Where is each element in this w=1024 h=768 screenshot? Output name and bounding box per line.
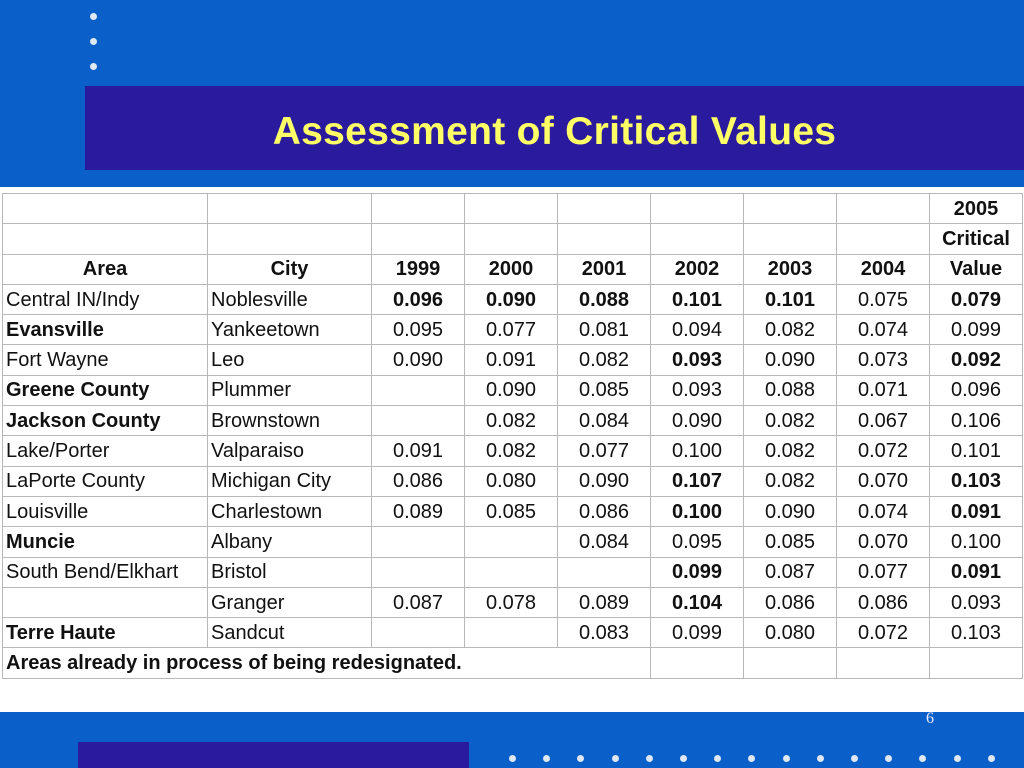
header-cell: 2004 [837,254,930,284]
header-cell: 2005 [930,194,1023,224]
area-cell: South Bend/Elkhart [3,557,208,587]
value-cell: 0.091 [930,557,1023,587]
header-cell: 2002 [651,254,744,284]
decorative-dot [851,755,858,762]
value-cell: 0.081 [558,315,651,345]
header-cell: 1999 [372,254,465,284]
header-cell: City [208,254,372,284]
header-cell [651,194,744,224]
header-row-top [3,194,1023,224]
value-cell [465,618,558,648]
empty-cell [837,648,930,678]
value-cell: 0.087 [372,587,465,617]
decorative-dot [919,755,926,762]
header-cell: Area [3,254,208,284]
table-row [3,527,1023,557]
value-cell: 0.075 [837,284,930,314]
table-row [3,557,1023,587]
footer-bar [78,742,469,768]
value-cell: 0.103 [930,618,1023,648]
table-row [3,436,1023,466]
critical-values-table [2,193,1023,679]
value-cell [558,557,651,587]
value-cell: 0.085 [558,375,651,405]
decorative-dot [783,755,790,762]
value-cell [465,557,558,587]
value-cell: 0.099 [651,618,744,648]
value-cell: 0.090 [558,466,651,496]
value-cell: 0.082 [558,345,651,375]
city-cell: Leo [208,345,372,375]
header-cell: Critical [930,224,1023,254]
value-cell: 0.093 [651,345,744,375]
header-cell [744,194,837,224]
value-cell: 0.085 [744,527,837,557]
header-cell [3,194,208,224]
city-cell: Brownstown [208,406,372,436]
table-row [3,496,1023,526]
value-cell: 0.099 [930,315,1023,345]
area-cell: Louisville [3,496,208,526]
table-row [3,466,1023,496]
value-cell [372,375,465,405]
header-cell [465,224,558,254]
value-cell: 0.086 [372,466,465,496]
header-cell [558,224,651,254]
value-cell: 0.067 [837,406,930,436]
decorative-dot [988,755,995,762]
area-cell: LaPorte County [3,466,208,496]
table-row [3,284,1023,314]
spreadsheet-area [0,187,1024,712]
value-cell: 0.090 [744,496,837,526]
empty-cell [651,648,744,678]
value-cell: 0.082 [744,436,837,466]
value-cell: 0.101 [744,284,837,314]
empty-cell [930,648,1023,678]
decorative-dot [748,755,755,762]
decorative-dot [714,755,721,762]
value-cell: 0.091 [465,345,558,375]
value-cell: 0.070 [837,466,930,496]
value-cell: 0.082 [744,466,837,496]
header-cell [744,224,837,254]
value-cell: 0.072 [837,436,930,466]
slide-title: Assessment of Critical Values [272,110,837,153]
value-cell: 0.090 [651,406,744,436]
table-row [3,587,1023,617]
value-cell: 0.103 [930,466,1023,496]
value-cell: 0.085 [465,496,558,526]
header-cell [837,194,930,224]
value-cell: 0.078 [465,587,558,617]
table-row [3,375,1023,405]
value-cell: 0.104 [651,587,744,617]
value-cell: 0.080 [465,466,558,496]
decorative-dot [646,755,653,762]
value-cell: 0.087 [744,557,837,587]
value-cell: 0.082 [744,315,837,345]
value-cell: 0.093 [930,587,1023,617]
decorative-dot [90,38,97,45]
value-cell [372,527,465,557]
value-cell: 0.092 [930,345,1023,375]
value-cell [372,406,465,436]
header-cell [372,194,465,224]
area-cell [3,587,208,617]
value-cell: 0.106 [930,406,1023,436]
city-cell: Yankeetown [208,315,372,345]
value-cell: 0.095 [372,315,465,345]
table-row [3,618,1023,648]
city-cell: Plummer [208,375,372,405]
header-cell: 2003 [744,254,837,284]
city-cell: Sandcut [208,618,372,648]
page-number: 6 [926,710,934,727]
decorative-dot [543,755,550,762]
value-cell: 0.095 [651,527,744,557]
value-cell [372,557,465,587]
city-cell: Michigan City [208,466,372,496]
value-cell: 0.088 [744,375,837,405]
city-cell: Charlestown [208,496,372,526]
value-cell: 0.091 [372,436,465,466]
area-cell: Muncie [3,527,208,557]
value-cell: 0.093 [651,375,744,405]
decorative-dot [885,755,892,762]
area-cell: Central IN/Indy [3,284,208,314]
header-row-mid [3,224,1023,254]
value-cell: 0.072 [837,618,930,648]
decorative-dot [509,755,516,762]
value-cell: 0.099 [651,557,744,587]
header-cell [651,224,744,254]
value-cell: 0.077 [558,436,651,466]
decorative-dot [90,63,97,70]
value-cell: 0.084 [558,406,651,436]
value-cell: 0.080 [744,618,837,648]
value-cell: 0.107 [651,466,744,496]
title-bar [85,86,1024,170]
city-cell: Albany [208,527,372,557]
city-cell: Bristol [208,557,372,587]
value-cell: 0.073 [837,345,930,375]
value-cell: 0.070 [837,527,930,557]
value-cell: 0.090 [744,345,837,375]
empty-cell [744,648,837,678]
value-cell [372,618,465,648]
value-cell: 0.089 [558,587,651,617]
value-cell: 0.096 [930,375,1023,405]
city-cell: Noblesville [208,284,372,314]
header-cell [465,194,558,224]
value-cell: 0.082 [744,406,837,436]
city-cell: Granger [208,587,372,617]
value-cell: 0.090 [465,375,558,405]
decorative-dot [680,755,687,762]
value-cell: 0.086 [837,587,930,617]
value-cell: 0.100 [930,527,1023,557]
header-cell: Value [930,254,1023,284]
value-cell: 0.089 [372,496,465,526]
value-cell: 0.090 [372,345,465,375]
value-cell: 0.091 [930,496,1023,526]
value-cell: 0.086 [744,587,837,617]
value-cell [465,527,558,557]
header-cell [837,224,930,254]
value-cell: 0.096 [372,284,465,314]
value-cell: 0.071 [837,375,930,405]
value-cell: 0.101 [930,436,1023,466]
table-row [3,315,1023,345]
value-cell: 0.090 [465,284,558,314]
value-cell: 0.100 [651,496,744,526]
area-cell: Terre Haute [3,618,208,648]
value-cell: 0.082 [465,436,558,466]
decorative-dot [612,755,619,762]
value-cell: 0.074 [837,496,930,526]
value-cell: 0.082 [465,406,558,436]
value-cell: 0.101 [651,284,744,314]
header-cell: 2000 [465,254,558,284]
area-cell: Fort Wayne [3,345,208,375]
decorative-dot [577,755,584,762]
header-cell [3,224,208,254]
table-row [3,345,1023,375]
value-cell: 0.083 [558,618,651,648]
value-cell: 0.079 [930,284,1023,314]
footnote-row [3,648,1023,678]
value-cell: 0.088 [558,284,651,314]
area-cell: Evansville [3,315,208,345]
header-cell [208,224,372,254]
table-row [3,406,1023,436]
value-cell: 0.100 [651,436,744,466]
header-cell [372,224,465,254]
value-cell: 0.094 [651,315,744,345]
decorative-dot [90,13,97,20]
header-row-bottom [3,254,1023,284]
city-cell: Valparaiso [208,436,372,466]
decorative-dot [954,755,961,762]
value-cell: 0.077 [837,557,930,587]
area-cell: Jackson County [3,406,208,436]
area-cell: Greene County [3,375,208,405]
footnote-text: Areas already in process of being redesignated. [3,648,651,678]
header-cell: 2001 [558,254,651,284]
table-body [3,194,1023,679]
value-cell: 0.084 [558,527,651,557]
value-cell: 0.086 [558,496,651,526]
value-cell: 0.074 [837,315,930,345]
value-cell: 0.077 [465,315,558,345]
header-cell [558,194,651,224]
header-cell [208,194,372,224]
decorative-dot [817,755,824,762]
area-cell: Lake/Porter [3,436,208,466]
